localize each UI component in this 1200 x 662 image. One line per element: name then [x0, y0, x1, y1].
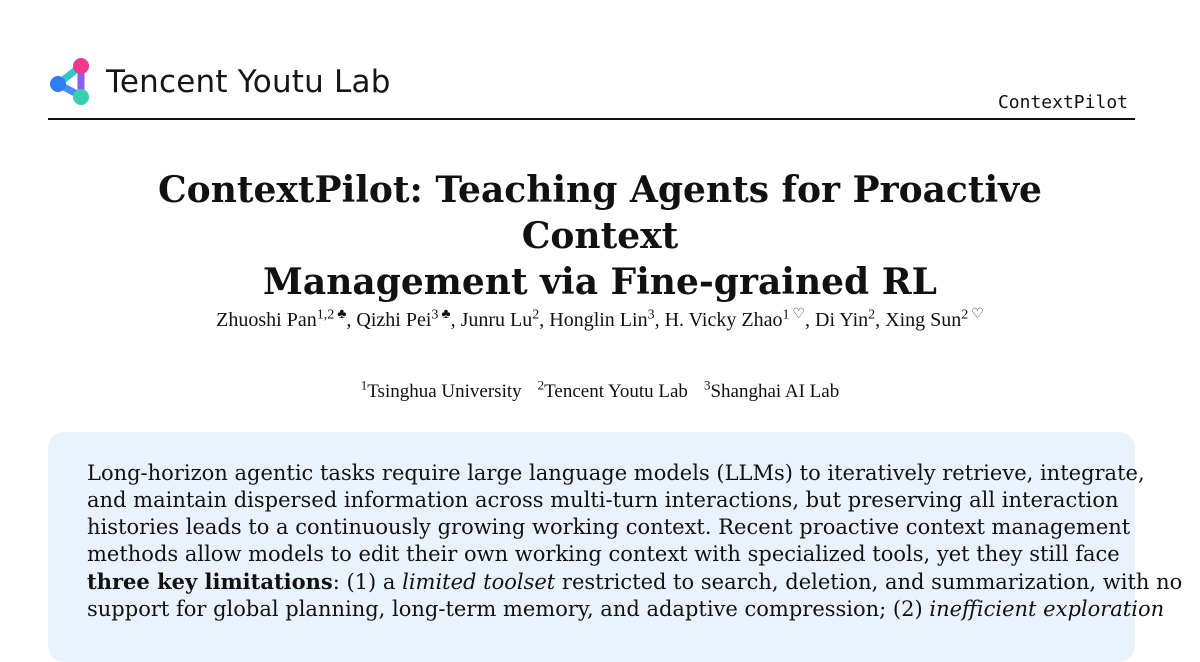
author-item [665, 309, 805, 331]
author-name: Junru Lu [460, 309, 533, 331]
author-role-mark: ♡ [971, 307, 984, 323]
author-role-mark: ♣ [337, 307, 347, 323]
abstract-fragment: support for global planning, long-term memory, and adaptive compression; (2) [87, 597, 930, 621]
author-item [885, 309, 984, 331]
abstract-fragment: restricted to search, deletion, and summarization, with no [555, 570, 1183, 594]
author-role-mark: ♡ [792, 307, 806, 323]
abstract-line: methods allow models to edit their own working context with specialized tools, yet they still face [87, 542, 1120, 566]
affiliation-item [537, 377, 688, 402]
abstract-line: Long-horizon agentic tasks require large language models (LLMs) to iteratively retrieve, integrate, [87, 461, 1145, 485]
author-separator: , [539, 309, 550, 331]
abstract-line: histories leads to a continuously growing working context. Recent proactive context management [87, 515, 1131, 539]
author-affiliation-sup: 1,2 [316, 307, 335, 323]
abstract-fragment: : (1) a [332, 570, 403, 594]
paper-title [80, 167, 1120, 305]
author-separator: , [875, 309, 886, 331]
paper-header [48, 50, 1135, 120]
affiliation-sup: 1 [360, 377, 368, 393]
author-name: Qizhi Pei [356, 309, 432, 331]
affiliation-name: Tsinghua University [367, 381, 522, 402]
author-affiliation-sup: 2 [961, 307, 969, 323]
author-affiliation-sup: 3 [431, 307, 439, 323]
author-item [356, 309, 450, 331]
author-affiliation-sup: 3 [647, 307, 655, 323]
author-item [815, 309, 875, 331]
affiliation-item [703, 377, 840, 402]
author-affiliation-sup: 1 [782, 307, 790, 323]
affiliation-list [60, 379, 1140, 405]
author-list [60, 307, 1140, 333]
abstract-italic-term: limited toolset [402, 570, 556, 594]
affiliation-sup: 3 [703, 377, 711, 393]
author-role-mark: ♣ [441, 307, 451, 323]
author-separator: , [450, 309, 461, 331]
running-header-tag: ContextPilot [997, 92, 1128, 113]
abstract-italic-term: inefficient exploration [929, 597, 1165, 621]
author-separator: , [346, 309, 357, 331]
author-name: Di Yin [815, 309, 869, 331]
abstract-line: and maintain dispersed information across multi-turn interactions, but preserving all interaction [87, 488, 1119, 512]
lab-logo-text: Tencent Youtu Lab [106, 64, 391, 100]
author-separator: , [805, 309, 816, 331]
abstract-emphasis: three key limitations [87, 569, 333, 594]
author-affiliation-sup: 2 [532, 307, 540, 323]
author-item [216, 309, 346, 331]
affiliation-name: Shanghai AI Lab [710, 381, 840, 402]
author-affiliation-sup: 2 [868, 307, 876, 323]
affiliation-item [360, 377, 522, 402]
author-name: Zhuoshi Pan [216, 309, 317, 331]
author-name: Honglin Lin [549, 309, 648, 331]
abstract-line [87, 596, 1165, 623]
author-name: Xing Sun [885, 309, 962, 331]
title-line: ContextPilot: Teaching Agents for Proactive Context [158, 169, 1042, 257]
author-separator: , [654, 309, 665, 331]
author-item [549, 309, 654, 331]
lab-logo [48, 56, 391, 108]
author-name: H. Vicky Zhao [664, 309, 783, 331]
author-item [461, 309, 540, 331]
affiliation-sup: 2 [537, 377, 545, 393]
abstract-text [87, 460, 1183, 623]
title-line: Management via Fine-grained RL [263, 261, 937, 303]
abstract-box [48, 432, 1183, 662]
affiliation-name: Tencent Youtu Lab [544, 381, 688, 402]
abstract-line [87, 568, 1183, 596]
tencent-youtu-logo-icon [48, 56, 94, 108]
